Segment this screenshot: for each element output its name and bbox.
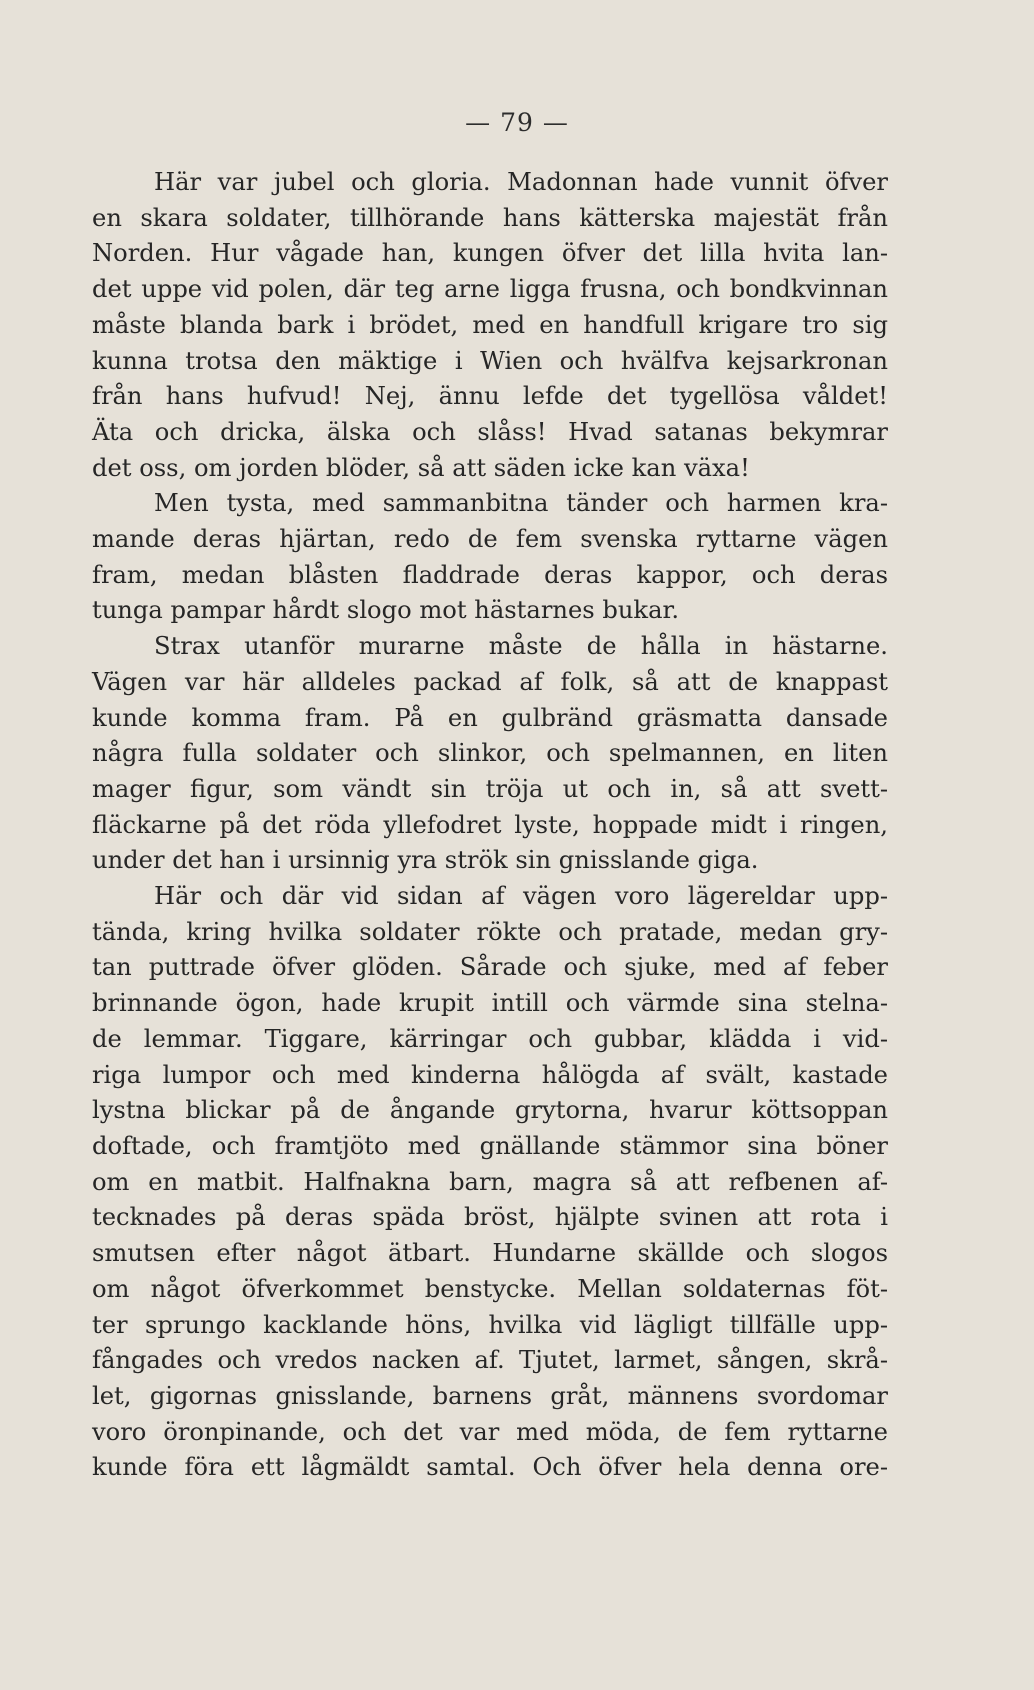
text-line: Norden. Hur vågade han, kungen öfver det lilla hvita lan-: [92, 239, 888, 268]
text-line: riga lumpor och med kinderna hålögda af svält, kastade: [92, 1060, 888, 1089]
text-line: Här och där vid sidan af vägen voro lägereldar upp-: [154, 882, 888, 911]
text-line: fläckarne på det röda yllefodret lyste, hoppade midt i ringen,: [92, 810, 888, 839]
text-line: kunna trotsa den mäktige i Wien och hvälfva kejsarkronan: [92, 346, 888, 375]
text-line: Men tysta, med sammanbitna tänder och harmen kra-: [154, 489, 888, 518]
text-line: tan puttrade öfver glöden. Sårade och sjuke, med af feber: [92, 953, 888, 982]
text-line: doftade, och framtjöto med gnällande stämmor sina böner: [92, 1131, 888, 1160]
text-line: kunde komma fram. På en gulbränd gräsmatta dansade: [92, 703, 888, 732]
text-line: Vägen var här alldeles packad af folk, så att de knappast: [92, 667, 888, 696]
text-line: måste blanda bark i brödet, med en handfull krigare tro sig: [92, 310, 888, 339]
text-line: det oss, om jorden blöder, så att säden icke kan växa!: [92, 453, 750, 482]
text-line: under det han i ursinnig yra strök sin gnisslande giga.: [92, 846, 759, 875]
text-line: från hans hufvud! Nej, ännu lefde det tygellösa våldet!: [92, 382, 888, 411]
text-line: mande deras hjärtan, redo de fem svenska ryttarne vägen: [92, 525, 888, 554]
text-line: Strax utanför murarne måste de hålla in hästarne.: [154, 632, 888, 661]
text-line: fram, medan blåsten fladdrade deras kappor, och deras: [92, 560, 888, 589]
text-line: om något öfverkommet benstycke. Mellan soldaternas föt-: [92, 1274, 888, 1303]
text-line: Här var jubel och gloria. Madonnan hade vunnit öfver: [154, 168, 888, 196]
text-line: let, gigornas gnisslande, barnens gråt, männens svordomar: [92, 1381, 888, 1410]
text-line: kunde föra ett lågmäldt samtal. Och öfver hela denna ore-: [92, 1453, 888, 1482]
text-line: tända, kring hvilka soldater rökte och pratade, medan gry-: [92, 917, 888, 946]
text-line: det uppe vid polen, där teg arne ligga frusna, och bondkvinnan: [92, 275, 888, 304]
text-line: några fulla soldater och slinkor, och spelmannen, en liten: [92, 739, 888, 768]
text-line: ter sprungo kacklande höns, hvilka vid lägligt tillfälle upp-: [92, 1310, 888, 1339]
text-line: brinnande ögon, hade krupit intill och värmde sina stelna-: [92, 989, 888, 1018]
page-number: — 79 —: [465, 108, 569, 137]
text-line: fångades och vredos nacken af. Tjutet, larmet, sången, skrå-: [92, 1346, 888, 1375]
text-line: voro öronpinande, och det var med möda, de fem ryttarne: [92, 1417, 888, 1446]
text-line: tecknades på deras spädа bröst, hjälpte svinen att rota i: [92, 1203, 888, 1232]
text-line: lystna blickar på de ångande grytorna, hvarur köttsoppan: [92, 1096, 888, 1125]
body-text: [92, 165, 888, 1486]
text-line: Äta och dricka, älska och slåss! Hvad satanas bekymrar: [92, 417, 888, 446]
text-line: mager figur, som vändt sin tröja ut och in, så att svett-: [92, 774, 888, 803]
text-line: smutsen efter något ätbart. Hundarne skällde och slogos: [92, 1239, 888, 1268]
text-line: en skara soldater, tillhörande hans kätterska majestät från: [92, 203, 888, 232]
text-line: de lemmar. Tiggare, kärringar och gubbar, klädda i vid-: [92, 1024, 888, 1053]
text-line: tunga pampar hårdt slogo mot hästarnes bukar.: [92, 596, 680, 625]
text-line: om en matbit. Halfnakna barn, magra så att refbenen af-: [92, 1167, 888, 1196]
